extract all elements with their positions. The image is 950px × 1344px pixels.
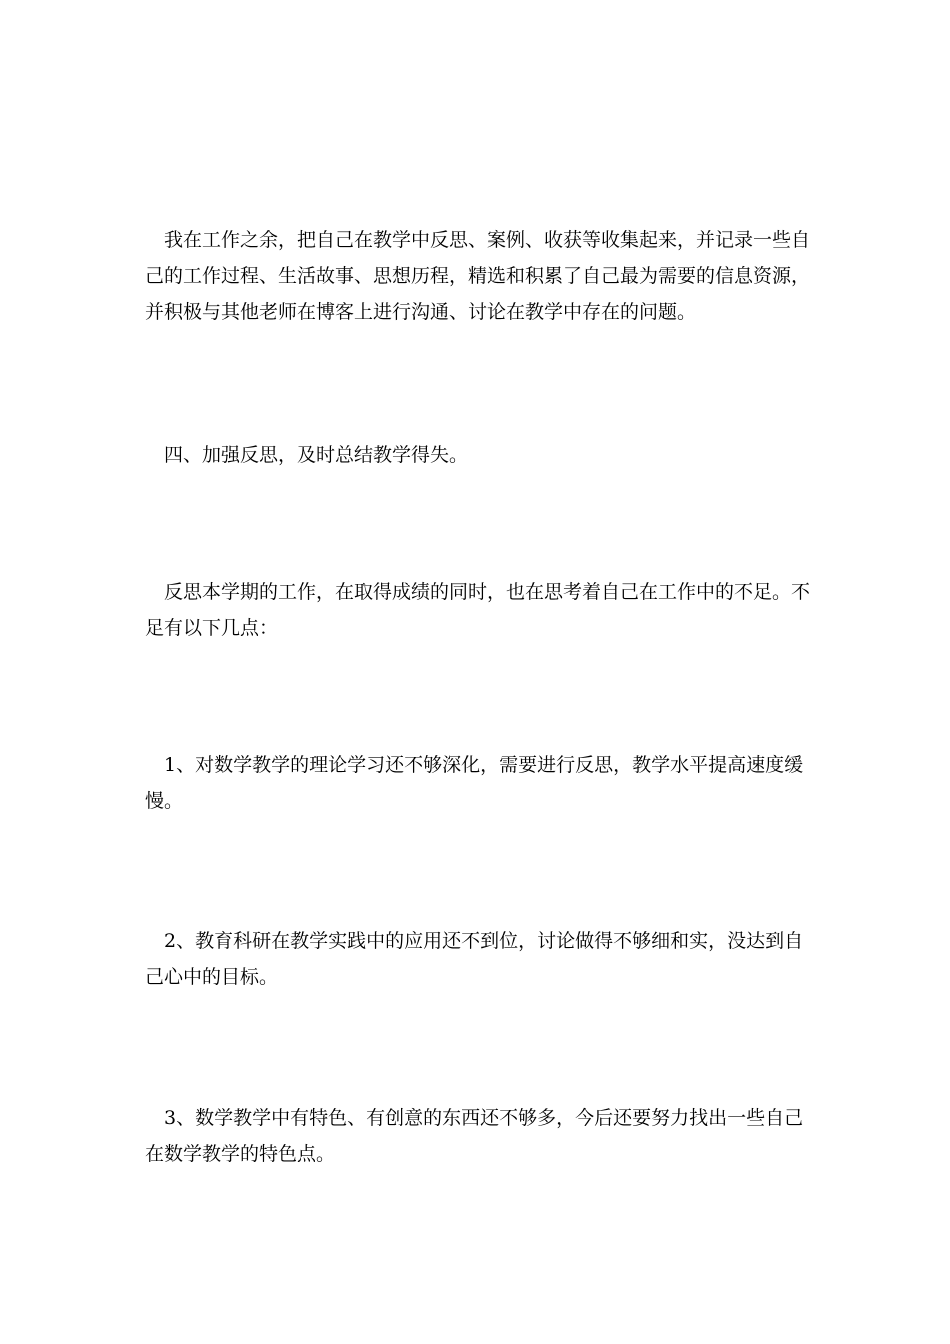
list-item-shortcoming-3: 3、数学教学中有特色、有创意的东西还不够多，今后还要努力找出一些自己在数学教学的特色点。 bbox=[145, 1107, 804, 1165]
list-item-shortcoming-2: 2、教育科研在教学实践中的应用还不到位，讨论做得不够细和实，没达到自己心中的目标。 bbox=[145, 930, 804, 988]
list-item-shortcoming-1: 1、对数学教学的理论学习还不够深化，需要进行反思，教学水平提高速度缓慢。 bbox=[145, 754, 804, 812]
section-heading-reflection: 四、加强反思，及时总结教学得失。 bbox=[145, 444, 469, 466]
paragraph-blog-reflection: 我在工作之余，把自己在教学中反思、案例、收获等收集起来，并记录一些自己的工作过程、生活故事、思想历程，精选和积累了自己最为需要的信息资源，并积极与其他老师在博客上进行沟通、讨论在教学中存在的问题。 bbox=[145, 229, 811, 323]
paragraph-shortcomings-intro: 反思本学期的工作，在取得成绩的同时，也在思考着自己在工作中的不足。不足有以下几点： bbox=[145, 581, 811, 639]
